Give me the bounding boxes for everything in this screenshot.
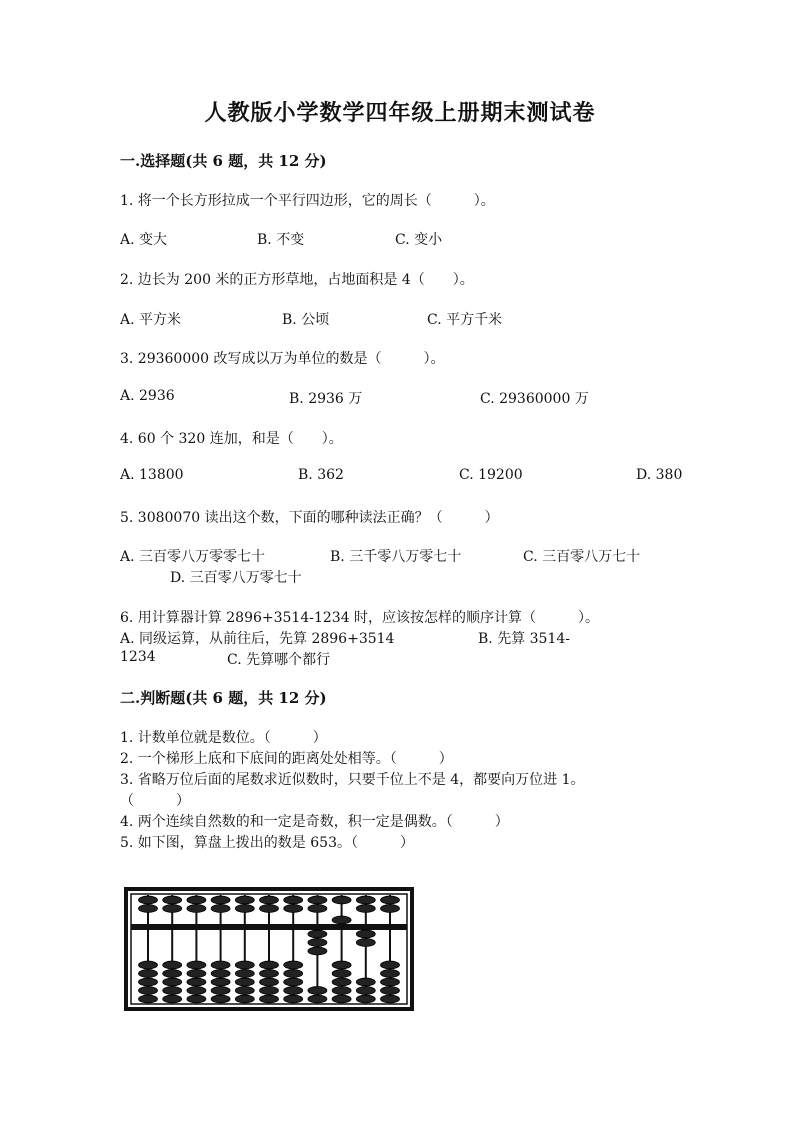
abacus-bead bbox=[187, 896, 206, 904]
option-b: B. 362 bbox=[298, 467, 344, 483]
option-c: C. 变小 bbox=[395, 232, 443, 248]
question-text: 5. 3080070 读出这个数，下面的哪种读法正确？（ ） bbox=[120, 510, 499, 526]
option-a: A. 13800 bbox=[120, 467, 184, 483]
option-b: B. 2936 万 bbox=[289, 391, 363, 407]
option-c: C. 平方千米 bbox=[427, 312, 503, 328]
abacus-bead bbox=[332, 896, 351, 904]
abacus-bead bbox=[308, 939, 327, 947]
abacus-bead bbox=[139, 970, 158, 978]
abacus-bead bbox=[211, 896, 230, 904]
judgement-item: 4. 两个连续自然数的和一定是奇数，积一定是偶数。（ ） bbox=[120, 814, 509, 830]
abacus-bead bbox=[356, 939, 375, 947]
abacus-bead bbox=[308, 896, 327, 904]
option-b: B. 公顷 bbox=[282, 312, 330, 328]
abacus-bead bbox=[139, 905, 158, 913]
judgement-item-continued: （ ） bbox=[120, 793, 190, 809]
abacus-bead bbox=[284, 896, 303, 904]
abacus-bead bbox=[235, 896, 254, 904]
option-d: D. 三百零八万零七十 bbox=[170, 570, 302, 586]
abacus-bead bbox=[332, 916, 351, 924]
section-heading-choice: 一.选择题(共 6 题，共 12 分) bbox=[120, 152, 327, 170]
judgement-item: 2. 一个梯形上底和下底间的距离处处相等。（ ） bbox=[120, 751, 453, 767]
abacus-bead bbox=[308, 987, 327, 995]
abacus-bead bbox=[356, 987, 375, 995]
abacus-bead bbox=[332, 978, 351, 986]
abacus-bead bbox=[381, 905, 400, 913]
abacus-bead bbox=[356, 995, 375, 1003]
abacus-bead bbox=[211, 978, 230, 986]
option-c: C. 19200 bbox=[459, 467, 523, 483]
option-c: C. 三百零八万七十 bbox=[523, 549, 641, 565]
abacus-bead bbox=[284, 995, 303, 1003]
option-d: D. 380 bbox=[636, 467, 683, 483]
abacus-bead bbox=[211, 987, 230, 995]
abacus-bead bbox=[332, 970, 351, 978]
abacus-bead bbox=[139, 896, 158, 904]
abacus-bead bbox=[235, 905, 254, 913]
abacus-bead bbox=[163, 987, 182, 995]
abacus-bead bbox=[381, 987, 400, 995]
abacus-bead bbox=[260, 905, 279, 913]
question-text: 1. 将一个长方形拉成一个平行四边形，它的周长（ ）。 bbox=[120, 193, 495, 209]
abacus-bead bbox=[284, 905, 303, 913]
abacus-bead bbox=[211, 961, 230, 969]
abacus-bead bbox=[260, 970, 279, 978]
abacus-bead bbox=[139, 978, 158, 986]
abacus-bead bbox=[235, 995, 254, 1003]
abacus-bead bbox=[211, 970, 230, 978]
abacus-bead bbox=[356, 930, 375, 938]
option-b-continued: 1234 bbox=[120, 649, 156, 665]
option-a: A. 同级运算，从前往后，先算 2896+3514 bbox=[120, 631, 395, 647]
abacus-bead bbox=[139, 987, 158, 995]
abacus-bead bbox=[211, 995, 230, 1003]
option-a: A. 2936 bbox=[120, 388, 175, 404]
abacus-bead bbox=[163, 995, 182, 1003]
question-text: 2. 边长为 200 米的正方形草地，占地面积是 4（ ）。 bbox=[120, 272, 474, 288]
judgement-item: 5. 如下图，算盘上拨出的数是 653。（ ） bbox=[120, 835, 414, 851]
abacus-bead bbox=[381, 896, 400, 904]
judgement-item: 3. 省略万位后面的尾数求近似数时，只要千位上不是 4，都要向万位进 1。 bbox=[120, 772, 585, 788]
option-a: A. 变大 bbox=[120, 232, 168, 248]
question-text: 6. 用计算器计算 2896+3514-1234 时，应该按怎样的顺序计算（ ）。 bbox=[120, 610, 600, 626]
abacus-bead bbox=[187, 905, 206, 913]
abacus-bead bbox=[163, 970, 182, 978]
abacus-bead bbox=[381, 995, 400, 1003]
option-a: A. 平方米 bbox=[120, 312, 182, 328]
abacus-bead bbox=[381, 970, 400, 978]
abacus-bead bbox=[284, 970, 303, 978]
abacus-bead bbox=[260, 896, 279, 904]
abacus-bead bbox=[211, 905, 230, 913]
abacus-bead bbox=[187, 970, 206, 978]
abacus-bead bbox=[163, 896, 182, 904]
question-text: 4. 60 个 320 连加，和是（ ）。 bbox=[120, 431, 343, 447]
option-c: C. 29360000 万 bbox=[480, 391, 589, 407]
option-c: C. 先算哪个都行 bbox=[227, 652, 331, 668]
abacus-bead bbox=[260, 987, 279, 995]
abacus-bead bbox=[308, 905, 327, 913]
option-b: B. 不变 bbox=[257, 232, 305, 248]
abacus-bead bbox=[284, 987, 303, 995]
abacus-bead bbox=[139, 961, 158, 969]
abacus-bead bbox=[260, 978, 279, 986]
abacus-bead bbox=[356, 896, 375, 904]
abacus-bead bbox=[187, 995, 206, 1003]
abacus-bead bbox=[235, 970, 254, 978]
abacus-bead bbox=[139, 995, 158, 1003]
abacus-bead bbox=[308, 947, 327, 955]
page-title: 人教版小学数学四年级上册期末测试卷 bbox=[204, 100, 596, 126]
abacus-bead bbox=[260, 961, 279, 969]
abacus-bead bbox=[308, 995, 327, 1003]
abacus-bead bbox=[381, 978, 400, 986]
abacus-bead bbox=[260, 995, 279, 1003]
abacus-bead bbox=[187, 961, 206, 969]
abacus-bead bbox=[187, 978, 206, 986]
option-b: B. 三千零八万零七十 bbox=[330, 549, 462, 565]
abacus-figure bbox=[124, 887, 414, 1011]
option-a: A. 三百零八万零零七十 bbox=[120, 549, 266, 565]
abacus-bead bbox=[308, 930, 327, 938]
abacus-bead bbox=[235, 987, 254, 995]
abacus-bead bbox=[381, 961, 400, 969]
abacus-bead bbox=[163, 905, 182, 913]
abacus-bead bbox=[235, 978, 254, 986]
abacus-bead bbox=[163, 978, 182, 986]
option-b: B. 先算 3514- bbox=[478, 631, 570, 647]
abacus-bead bbox=[284, 978, 303, 986]
section-heading-judgement: 二.判断题(共 6 题，共 12 分) bbox=[120, 689, 327, 707]
question-text: 3. 29360000 改写成以万为单位的数是（ ）。 bbox=[120, 351, 445, 367]
abacus-bead bbox=[235, 961, 254, 969]
judgement-item: 1. 计数单位就是数位。（ ） bbox=[120, 730, 327, 746]
abacus-bead bbox=[332, 961, 351, 969]
abacus-bead bbox=[163, 961, 182, 969]
abacus-bead bbox=[187, 987, 206, 995]
abacus-bead bbox=[356, 978, 375, 986]
abacus-bead bbox=[332, 995, 351, 1003]
abacus-bead bbox=[332, 987, 351, 995]
abacus-bead bbox=[356, 905, 375, 913]
abacus-bead bbox=[284, 961, 303, 969]
